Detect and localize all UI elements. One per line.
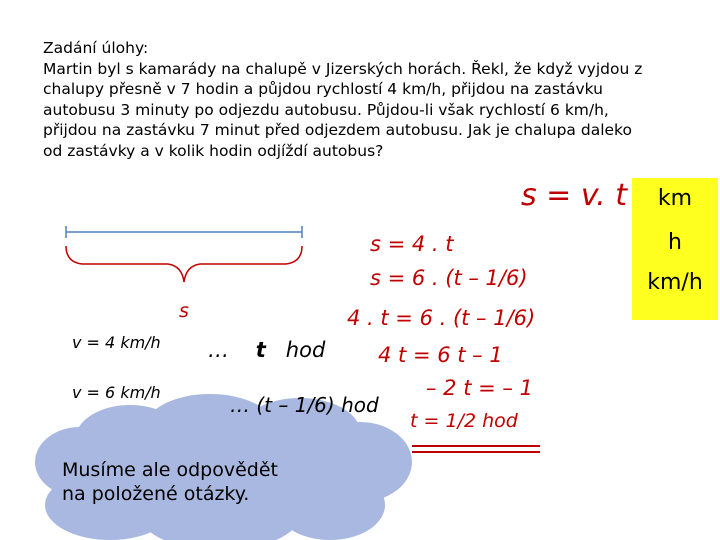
time-1-dots: … bbox=[208, 338, 229, 362]
task-heading: Zadání úlohy: bbox=[43, 39, 149, 57]
task-line-5: od zastávky a v kolik hodin odjíždí autobus? bbox=[43, 141, 384, 160]
unit-time: h bbox=[668, 230, 682, 255]
main-formula: s = v. t bbox=[521, 178, 627, 213]
distance-brace bbox=[66, 246, 302, 282]
time-2-expr: (t – 1/6) hod bbox=[256, 393, 379, 417]
task-line-2: chalupy přesně v 7 hodin a půjdou rychlostí 4 km/h, přijdou na zastávku bbox=[43, 80, 603, 98]
unit-distance: km bbox=[657, 186, 693, 211]
equation-5: – 2 t = – 1 bbox=[426, 376, 533, 400]
result: t = 1/2 hod bbox=[410, 410, 518, 432]
cloud-message bbox=[62, 458, 278, 506]
speed-1-label: v = 4 km/h bbox=[72, 333, 161, 352]
task-statement bbox=[43, 38, 683, 161]
unit-speed: km/h bbox=[647, 270, 703, 295]
cloud-line-2: na položené otázky. bbox=[62, 483, 250, 505]
equation-4: 4 t = 6 t – 1 bbox=[378, 343, 503, 367]
time-1-unit: hod bbox=[285, 338, 326, 362]
speed-2-label: v = 6 km/h bbox=[72, 383, 161, 402]
equation-1: s = 4 . t bbox=[370, 232, 454, 256]
task-line-1: Martin byl s kamarády na chalupě v Jizerských horách. Řekl, že když vyjdou z bbox=[43, 59, 643, 78]
task-line-4: přijdou na zastávku 7 minut před odjezdem autobusu. Jak je chalupa daleko bbox=[43, 121, 632, 139]
units-box bbox=[632, 178, 718, 320]
time-1-row bbox=[208, 338, 325, 362]
cloud-line-1: Musíme ale odpovědět bbox=[62, 459, 279, 481]
distance-label: s bbox=[179, 300, 189, 322]
equation-2: s = 6 . (t – 1/6) bbox=[370, 266, 528, 290]
task-line-3: autobusu 3 minuty po odjezdu autobusu. Půjdou-li však rychlostí 6 km/h, bbox=[43, 100, 609, 119]
time-1-var: t bbox=[255, 338, 266, 362]
time-2-row bbox=[230, 393, 379, 417]
equation-3: 4 . t = 6 . (t – 1/6) bbox=[347, 306, 536, 330]
time-2-dots: … bbox=[230, 393, 250, 417]
